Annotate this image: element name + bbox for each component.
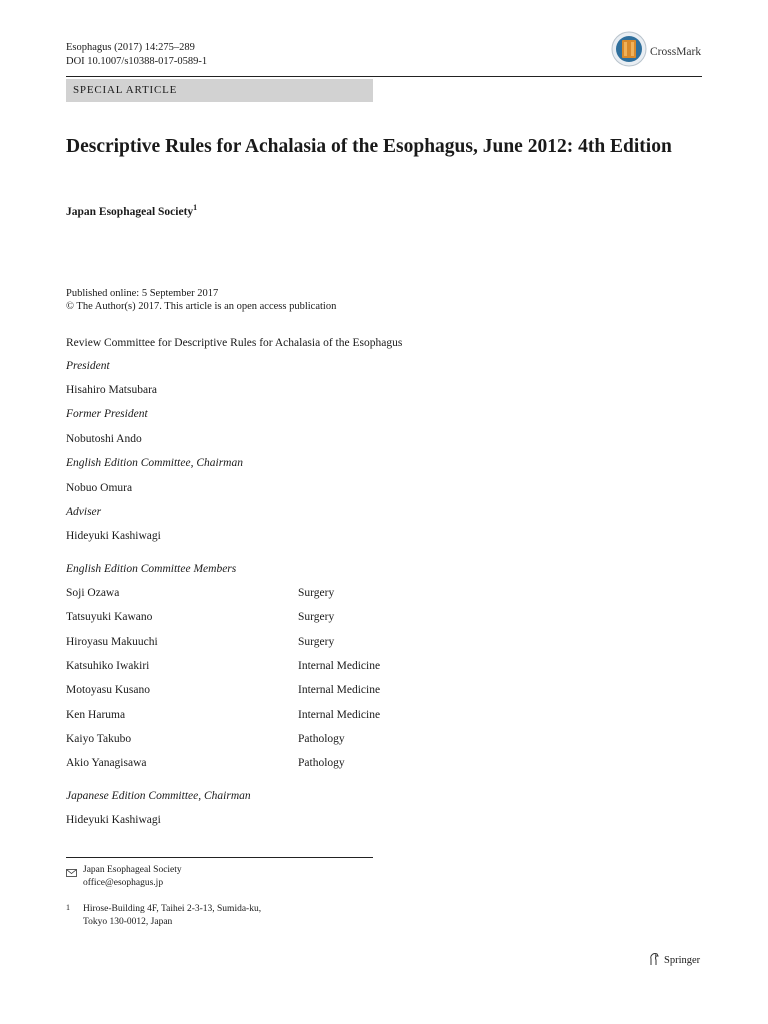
role-former-president: Former President xyxy=(66,408,148,420)
member-dept: Internal Medicine xyxy=(298,709,381,721)
japanese-chair-name: Hideyuki Kashiwagi xyxy=(66,814,161,826)
adviser-name: Hideyuki Kashiwagi xyxy=(66,530,161,542)
former-president-name: Nobutoshi Ando xyxy=(66,433,142,445)
affiliation-number: 1 xyxy=(66,903,70,912)
committee-heading: Review Committee for Descriptive Rules for Achalasia of the Esophagus xyxy=(66,337,403,349)
publisher-logo xyxy=(648,952,700,969)
member-name: Motoyasu Kusano xyxy=(66,684,151,696)
member-dept: Pathology xyxy=(298,733,345,745)
member-dept: Internal Medicine xyxy=(298,660,381,672)
role-adviser: Adviser xyxy=(66,506,102,518)
contact-name: Japan Esophageal Society xyxy=(83,865,182,875)
address-line-1: Hirose-Building 4F, Taihei 2-3-13, Sumida-ku, xyxy=(83,904,262,914)
copyright-notice: © The Author(s) 2017. This article is an open access publication xyxy=(66,301,337,312)
contact-email[interactable]: office@esophagus.jp xyxy=(83,878,164,888)
author-affiliation-ref[interactable]: 1 xyxy=(193,203,198,212)
springer-horse-icon xyxy=(648,952,661,969)
member-name: Ken Haruma xyxy=(66,709,126,721)
member-dept: Internal Medicine xyxy=(298,684,381,696)
member-dept: Pathology xyxy=(298,757,345,769)
member-dept: Surgery xyxy=(298,636,335,648)
role-president: President xyxy=(66,360,110,372)
role-japanese-chair: Japanese Edition Committee, Chairman xyxy=(66,790,251,802)
english-chair-name: Nobuo Omura xyxy=(66,482,133,494)
author-name: Japan Esophageal Society xyxy=(66,205,194,218)
member-dept: Surgery xyxy=(298,611,335,623)
member-name: Kaiyo Takubo xyxy=(66,733,132,745)
member-name: Katsuhiko Iwakiri xyxy=(66,660,150,672)
member-name: Soji Ozawa xyxy=(66,587,120,599)
address-line-2: Tokyo 130-0012, Japan xyxy=(83,917,173,927)
envelope-icon xyxy=(66,864,77,882)
doi-link[interactable]: DOI 10.1007/s10388-017-0589-1 xyxy=(66,56,208,67)
crossmark-icon xyxy=(611,31,647,72)
published-date: Published online: 5 September 2017 xyxy=(66,288,219,299)
member-name: Hiroyasu Makuuchi xyxy=(66,636,158,648)
publisher-name: Springer xyxy=(664,955,701,966)
header-divider xyxy=(66,76,702,77)
footnote-divider xyxy=(66,857,373,858)
role-members: English Edition Committee Members xyxy=(66,563,237,575)
role-english-chair: English Edition Committee, Chairman xyxy=(66,457,243,469)
member-name: Tatsuyuki Kawano xyxy=(66,611,153,623)
president-name: Hisahiro Matsubara xyxy=(66,384,158,396)
article-title: Descriptive Rules for Achalasia of the Esophagus, June 2012: 4th Edition xyxy=(66,136,672,157)
article-type-banner: SPECIAL ARTICLE xyxy=(66,79,373,102)
member-dept: Surgery xyxy=(298,587,335,599)
crossmark-badge[interactable] xyxy=(611,31,701,72)
crossmark-label: CrossMark xyxy=(650,45,702,58)
author-line xyxy=(66,203,197,218)
journal-citation: Esophagus (2017) 14:275–289 xyxy=(66,42,195,53)
member-name: Akio Yanagisawa xyxy=(66,757,147,769)
